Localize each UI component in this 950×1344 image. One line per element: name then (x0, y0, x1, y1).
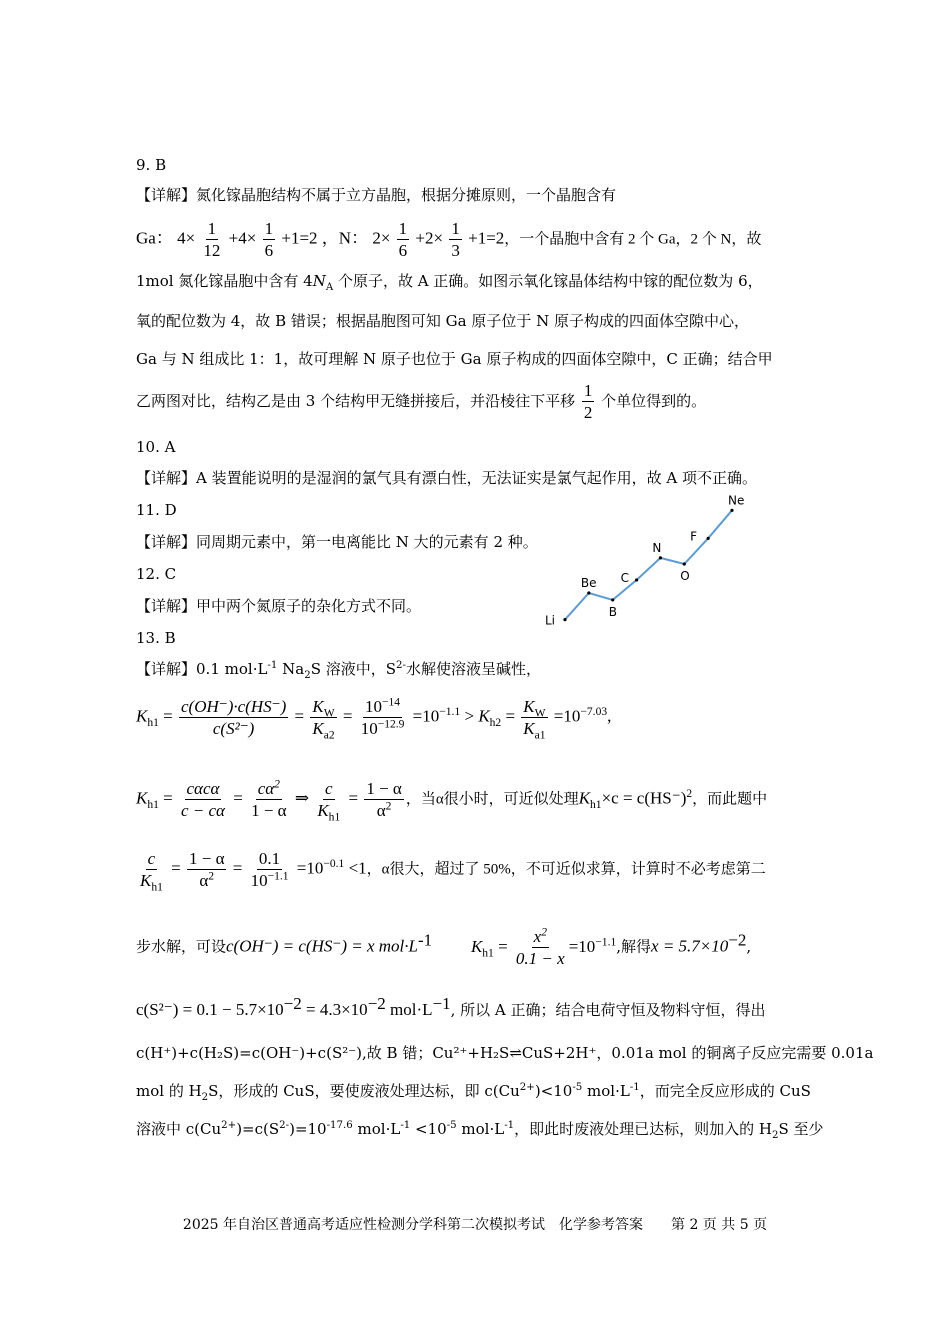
ie-label-c: C (620, 570, 629, 585)
n-expr: +1=2 (468, 228, 505, 248)
q13-text: ，α很大，超过了 50%，不可近似求算，计算时不必考虑第二 (366, 861, 766, 878)
result: =10 (296, 858, 324, 878)
q12-text: 甲中两个氮原子的杂化方式不同。 (196, 597, 422, 615)
superscript: −1.1 (439, 705, 461, 718)
q11-text: 同周期元素中，第一电离能比 N 大的元素有 2 种。 (196, 533, 538, 551)
detail-tag: 【详解】 (136, 469, 197, 487)
q10-text: A 装置能说明的是湿润的氯气具有漂白性，无法证实是氯气起作用，故 A 项不正确。 (196, 469, 757, 487)
fraction-alpha-2: $\frac{c\alpha^2}{1 - \alpha}$ (251, 777, 287, 821)
comma: , (746, 937, 752, 956)
assume-expr: c(OH⁻) = c(HS⁻) = x mol·L (226, 936, 418, 956)
q12-answer: 12. C (136, 565, 177, 583)
fraction-c-kh1: $\frac{c}{K_{h1}}$ (140, 849, 163, 894)
ie-label-li: Li (545, 613, 556, 628)
fraction-1-12: $\frac{1}{12}$ (203, 219, 221, 261)
q9-line6 (136, 380, 706, 424)
k-symbol: K (136, 706, 148, 726)
superscript: −2 (283, 994, 302, 1013)
q13-line8: 溶液中 $c(Cu^{2+})=c(S^{2-})=10^{-17.6}$ $mol\cdot L^{-1} <10^{-5}$ $mol\cdot L^{-1}$，即此时废液处理已达标，则加入的 $H_2S$ 至少 (136, 1120, 824, 1141)
implies-arrow: ⇒ (294, 788, 310, 808)
detail-tag: 【详解】 (136, 186, 197, 204)
q9-text: 1mol 氮化镓晶胞中含有 4 (136, 272, 313, 290)
superscript: −2 (367, 994, 386, 1013)
q13-text: ，而此题中 (692, 791, 768, 808)
equation-solve-x: 步水解，可设c(OH⁻) = c(HS⁻) = x $mol\cdot L^{-1}$ $K_{h1}$ = $\frac{x^2}{0.1 - x}$ $=10^{-1.1}$,解得$x = 5.7\times 10^{-2}$, (136, 925, 752, 969)
q9-line4: 氧的配位数为 4，故 B 错误；根据晶胞图可知 Ga 原子位于 N 原子构成的四面体空隙中心， (136, 312, 749, 330)
ie-label-o: O (680, 569, 690, 584)
approx-expr: ×c = c(HS⁻) (601, 788, 687, 808)
q9-text: ，一个晶胞中含有 2 个 Ga，2 个 N，故 (504, 231, 762, 248)
q9-text: 乙两图对比，结构乙是由 3 个结构甲无缝拼接后，并沿棱往下平移 (136, 391, 576, 410)
ie-point-b (611, 598, 614, 601)
ie-label-n: N (652, 540, 662, 555)
fraction-powers: $\frac{10^{-14}}{10^{-12.9}}$ (360, 695, 405, 739)
q11-detail (136, 533, 538, 551)
n-label: ，N： (321, 228, 369, 248)
ie-point-n (659, 556, 662, 559)
ga-label: Ga： (136, 228, 173, 248)
q9-text: 个单位得到的。 (601, 391, 707, 410)
q13-text: 0.1 mol·L (196, 660, 268, 678)
q13-line7: mol 的 $H_2S$，形成的 CuS，要使废液处理达标，即 $c(Cu^{2+})<10^{-5}$ $mol\cdot L^{-1}$，而完全反应形成的 CuS (136, 1082, 811, 1103)
q13-text: ,解得 (616, 937, 652, 956)
ie-label-ne: Ne (728, 493, 745, 508)
equation-ratio: $\frac{c}{K_{h1}}$ = $\frac{1 - \alpha}{\alpha^2}$ = $\frac{0.1}{10^{-1.1}}$ $=10^{-0.1} <1$，α很大，超过了 50%，不可近似求算，计算时不必考虑第二 (140, 849, 766, 894)
q13-line6: c(H⁺)+c(H₂S)=c(OH⁻)+c(S²⁻),故 B 错；Cu²⁺+H₂S⇌CuS+2H⁺，0.01a mol 的铜离子反应完需要 0.01a (136, 1044, 874, 1062)
fraction-1-3: $\frac{1}{3}$ (451, 219, 460, 261)
superscript: 2- (396, 660, 406, 671)
fraction-alpha-3: $\frac{1 - \alpha}{\alpha^2}$ (188, 849, 225, 891)
ie-point-c (635, 578, 638, 581)
fraction-alpha-3: $\frac{1 - \alpha}{\alpha^2}$ (366, 779, 402, 821)
q13-text: , 所以 A 正确；结合电荷守恒及物料守恒，得出 (450, 1001, 766, 1019)
ie-point-f (707, 537, 710, 540)
q9-count-line (136, 218, 761, 262)
superscript: −1.1 (595, 935, 617, 948)
ga-expr: +1=2 (281, 228, 318, 248)
superscript: -1 (417, 930, 433, 950)
q13-answer: 13. B (136, 629, 176, 647)
equation-sulfide-conc (136, 994, 766, 1020)
ie-series-line (565, 510, 732, 619)
ionization-energy-chart (540, 490, 750, 640)
superscript: −2 (728, 930, 747, 950)
equation-kh1: $K_{h1}$ = $\frac{c(OH^-)\cdot c(HS^-)}{\text{c(S²⁻)}}$ = $\frac{K_W}{K_{a2}}$ = $\frac{10^{-14}}{10^{-12.9}}$ $=10^{-1.1} > K_{h2}$ = $\frac{K_W}{K_{a1}}$ $=10^{-7.03}$, (136, 695, 612, 742)
subscript: A (325, 282, 334, 293)
q10-detail (136, 469, 757, 487)
q9-answer: 9. B (136, 156, 167, 174)
q13-line1 (136, 660, 541, 681)
q10-answer: 10. A (136, 438, 176, 456)
n-expr: 2× (372, 228, 391, 248)
ie-point-ne (730, 509, 733, 512)
q9-line3 (136, 272, 763, 293)
unit: mol·L (385, 1000, 433, 1019)
ie-point-li (563, 618, 566, 621)
q13-text: 水解使溶液呈碱性， (405, 660, 541, 678)
detail-tag: 【详解】 (136, 597, 197, 615)
fraction-kw-ka1: $\frac{K_W}{K_{a1}}$ (523, 697, 546, 742)
superscript: −0.1 (323, 857, 345, 870)
sulfide-expr: c(S²⁻) = 0.1 − 5.7×10 (136, 1000, 284, 1019)
ie-point-be (587, 591, 590, 594)
q13-text: Na (277, 660, 305, 678)
ie-point-o (683, 562, 686, 565)
result: =10 (412, 706, 440, 726)
result: =10 (553, 706, 581, 726)
superscript: −7.03 (580, 705, 608, 718)
subscript: 2 (304, 670, 311, 681)
avogadro-symbol: N (312, 272, 326, 290)
ie-label-be: Be (580, 576, 597, 590)
fraction-kw-ka2: $\frac{K_W}{K_{a2}}$ (312, 697, 335, 742)
equation-alpha: $K_{h1}$ = $\frac{\text{cαcα}}{c - c\alpha}$ = $\frac{c\alpha^2}{1 - \alpha}$ ⇒ $\frac{c}{K_{h1}}$ = $\frac{1 - \alpha}{\alpha^2}$ ，当α很小时，可近似处理$K_{h1}\times c = c(HS^-)^2$，而此题中 (136, 777, 768, 824)
superscript: −1 (432, 994, 451, 1013)
subscript: h1 (147, 716, 159, 730)
fraction-1-6: $\frac{1}{6}$ (398, 219, 408, 261)
comparison: > (464, 706, 475, 726)
q9-text: 氮化镓晶胞结构不属于立方晶胞，根据分摊原则，一个晶胞含有 (196, 186, 617, 204)
fraction-ion-product: $\frac{c(OH^-)\cdot c(HS^-)}{\text{c(S²⁻)}}$ (180, 697, 287, 739)
q9-detail-line1 (136, 186, 616, 204)
q13-text: ，当α很小时，可近似处理 (405, 791, 579, 808)
ga-expr: 4× (177, 228, 196, 248)
fraction-c-kh1: $\frac{c}{K_{h1}}$ (317, 779, 341, 824)
q11-answer: 11. D (136, 501, 177, 519)
q9-line5: Ga 与 N 组成比 1：1，故可理解 N 原子也位于 Ga 原子构成的四面体空隙中，C 正确；结合甲 (136, 350, 773, 368)
ie-label-f: F (690, 529, 698, 544)
fraction-1-2: $\frac{1}{2}$ (583, 381, 593, 423)
x-value: x = 5.7×10 (651, 936, 729, 956)
sulfide-expr: = 4.3×10 (301, 1000, 368, 1019)
fraction-x-squared: $\frac{x^2}{0.1 - x}$ (515, 925, 565, 969)
q9-text: 个原子，故 A 正确。如图示氧化镓晶体结构中镓的配位数为 6， (333, 272, 763, 290)
q12-detail (136, 597, 421, 615)
result: =10 (568, 936, 596, 956)
superscript: -1 (267, 660, 278, 671)
q13-text: S 溶液中，S (310, 660, 397, 678)
q13-text: 步水解，可设 (136, 937, 227, 956)
comparison: <1 (348, 858, 367, 878)
superscript: 2 (686, 787, 693, 800)
n-expr: +2× (415, 228, 444, 248)
detail-tag: 【详解】 (136, 660, 197, 678)
page-footer: 2025 年自治区普通高考适应性检测分学科第二次模拟考试 化学参考答案 第 2 页 共 5 页 (182, 1217, 768, 1233)
fraction-alpha-1: $\frac{\text{cαcα}}{c - c\alpha}$ (180, 779, 225, 821)
ga-expr: +4× (228, 228, 257, 248)
fraction-ratio-value: $\frac{0.1}{10^{-1.1}}$ (250, 849, 289, 891)
fraction-1-6: $\frac{1}{6}$ (264, 219, 274, 261)
ie-label-b: B (608, 604, 617, 619)
detail-tag: 【详解】 (136, 533, 197, 551)
